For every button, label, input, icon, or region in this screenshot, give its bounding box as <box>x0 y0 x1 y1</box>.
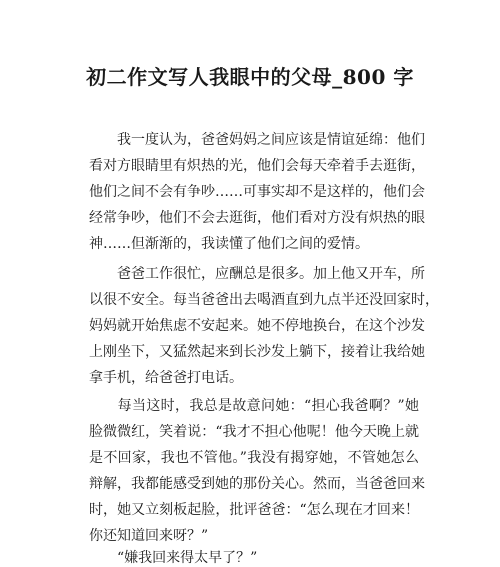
text-line: 脸微微红，笑着说：“我才不担心他呢！他今天晚上就 <box>89 424 419 440</box>
text-line: 看对方眼睛里有炽热的光，他们会每天牵着手去逛街， <box>89 158 425 174</box>
text-line: 爸爸工作很忙，应酬总是很多。加上他又开车，所 <box>89 266 425 282</box>
text-line: 神……但渐渐的，我读懂了他们之间的爱情。 <box>89 236 369 252</box>
text-line: 上刚坐下，又猛然起来到长沙发上躺下，接着让我给她 <box>89 344 425 360</box>
text-line: “嫌我回来得太早了？” <box>89 550 258 566</box>
text-line: 是不回家，我也不管他。”我没有揭穿她，不管她怎么 <box>89 450 419 466</box>
text-line: 以很不安全。每当爸爸出去喝酒直到九点半还没回家时， <box>89 292 439 308</box>
document-title: 初二作文写人我眼中的父母_800 字 <box>86 65 414 89</box>
text-line: 经常争吵，他们不会去逛街，他们看对方没有炽热的眼 <box>89 210 425 226</box>
text-line: 妈妈就开始焦虑不安起来。她不停地换台，在这个沙发 <box>89 318 425 334</box>
text-line: 你还知道回来呀？” <box>89 528 209 544</box>
text-line: 辩解，我都能感受到她的那份关心。然而，当爸爸回来 <box>89 476 425 492</box>
text-line: 他们之间不会有争吵……可事实却不是这样的，他们会 <box>89 184 425 200</box>
text-line: 每当这时，我总是故意问她：“担心我爸啊？”她 <box>89 398 419 414</box>
text-line: 时，她又立刻板起脸，批评爸爸：“怎么现在才回来！ <box>89 502 419 518</box>
text-line: 我一度认为，爸爸妈妈之间应该是情谊延绵：他们 <box>89 132 425 148</box>
text-line: 拿手机，给爸爸打电话。 <box>89 370 243 386</box>
